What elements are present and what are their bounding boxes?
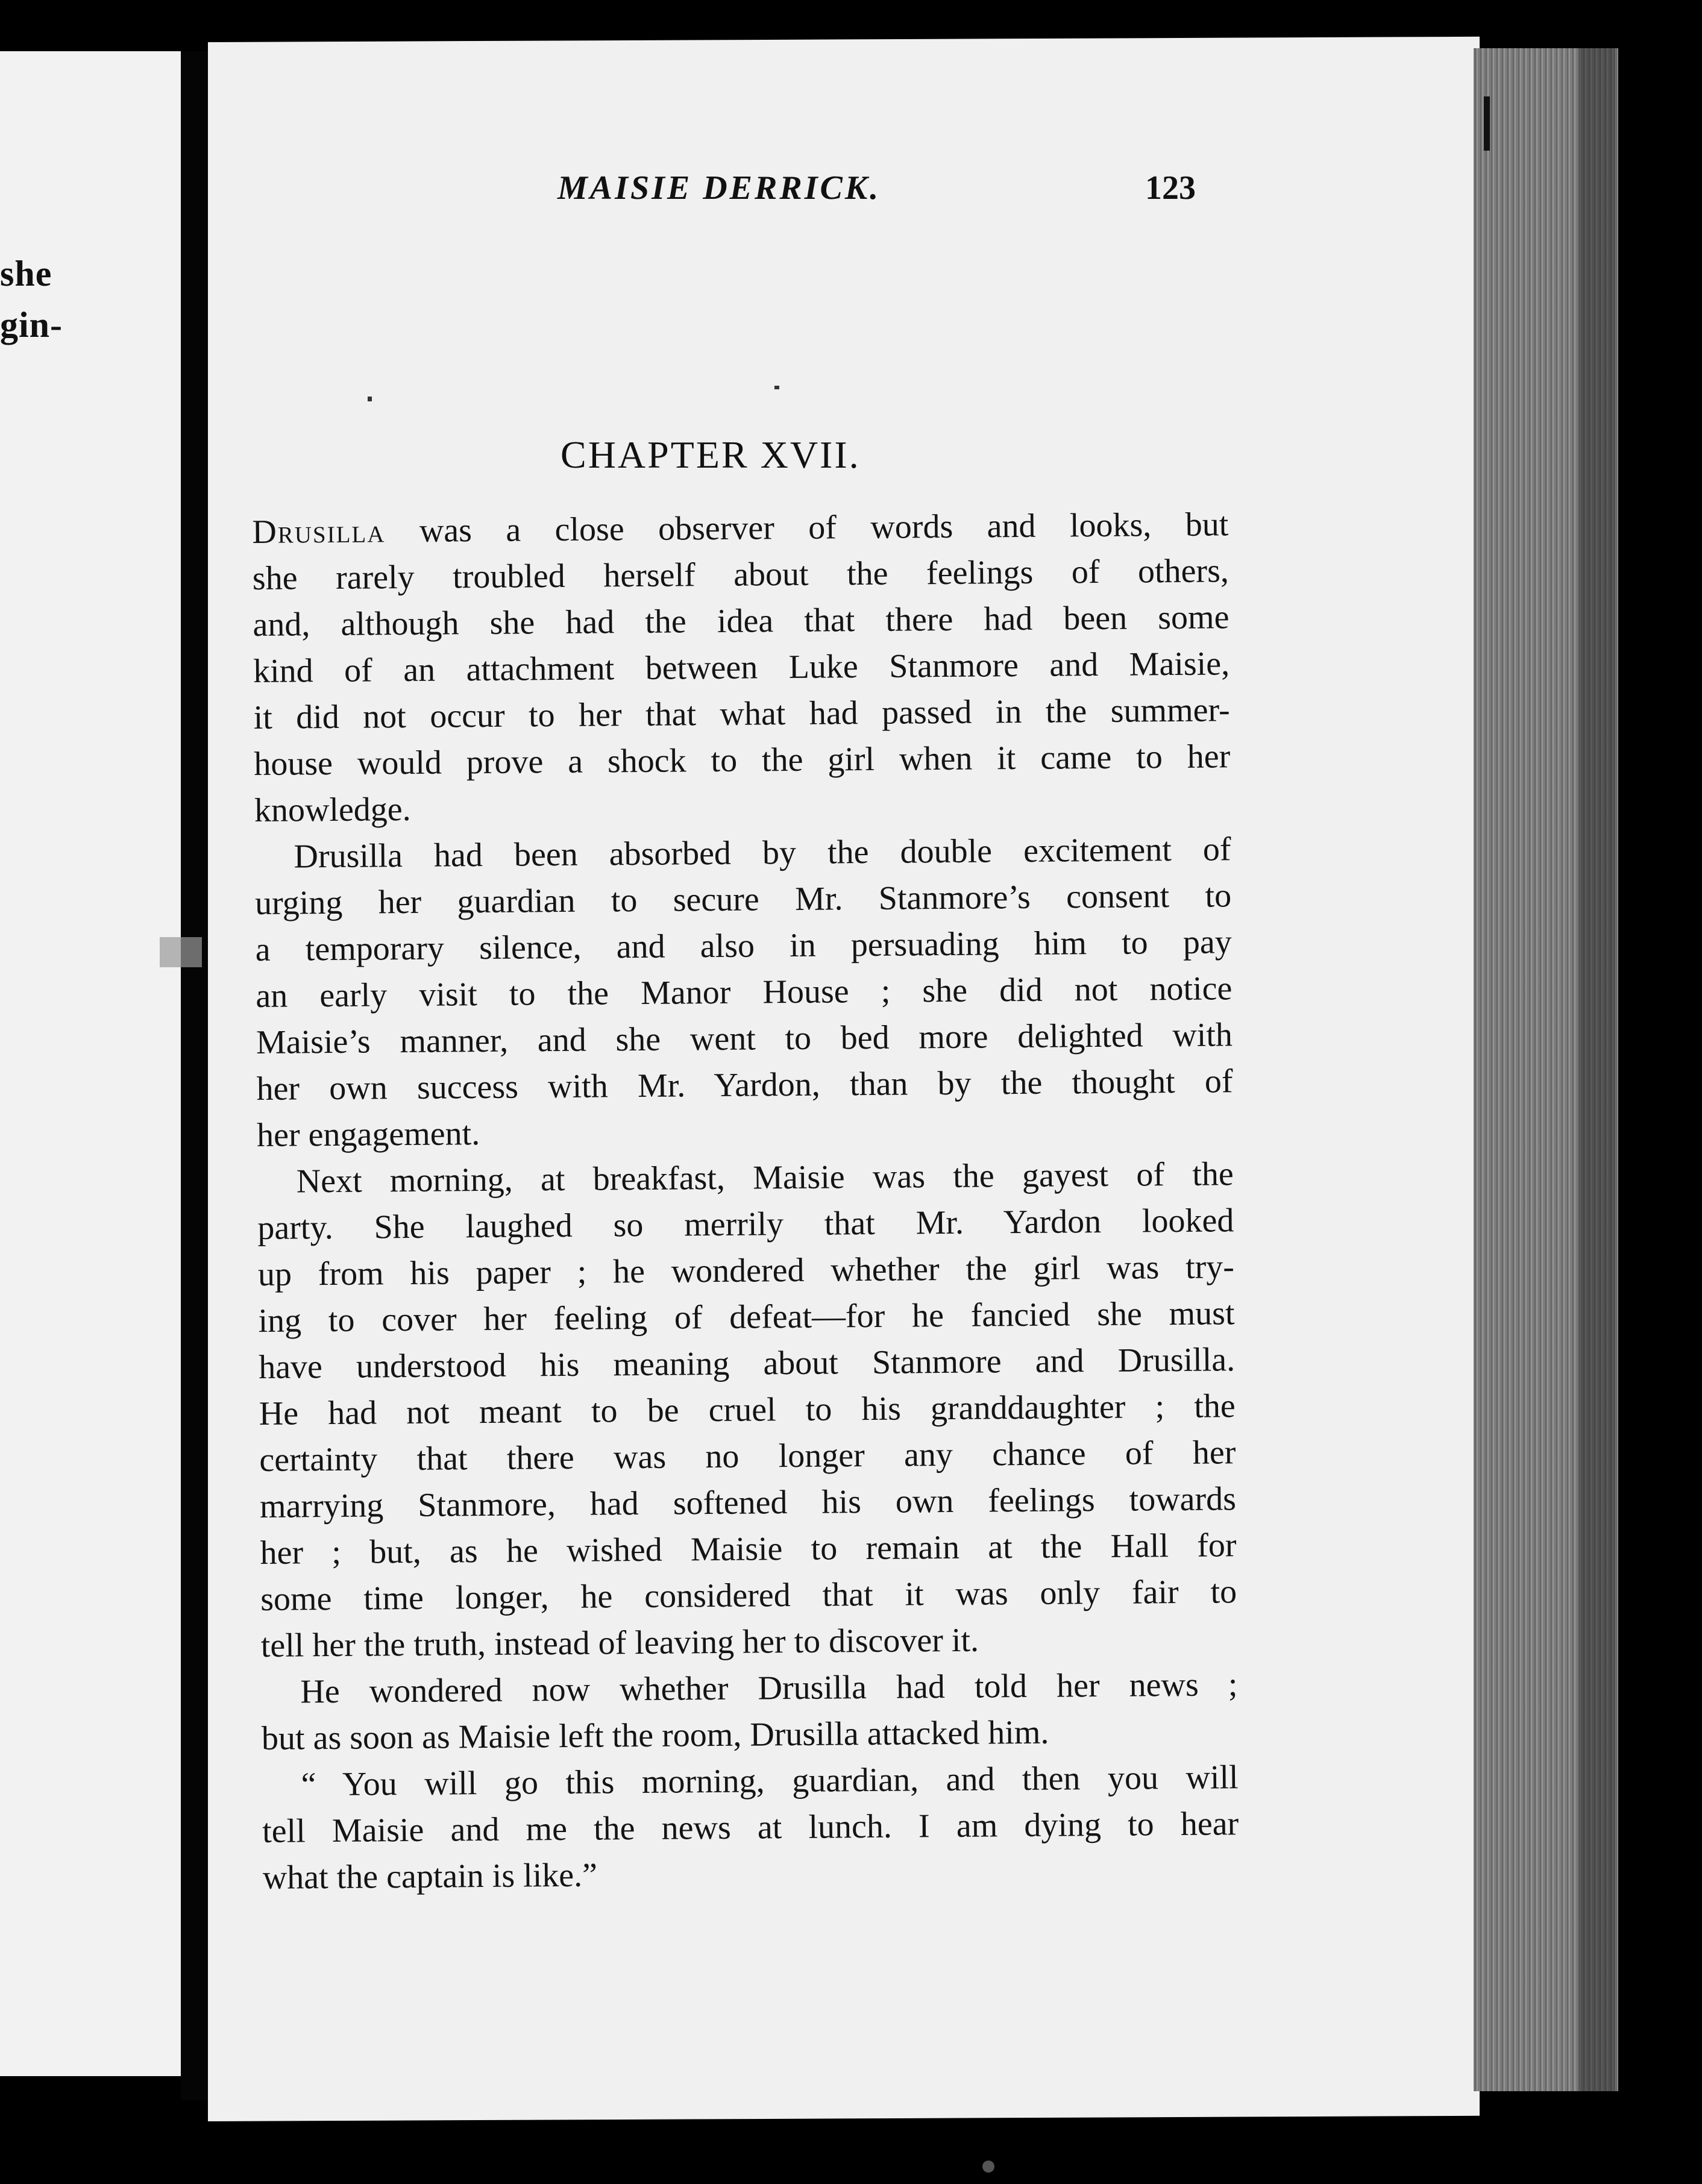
scan-speck [774,386,779,389]
facing-page-fragment: gin- [0,305,63,345]
text-line: “ You will go this morning, guardian, and then you will [301,1759,1239,1804]
text-line: and, although she had the idea that there had been some [253,598,1229,644]
text-line: Drusilla was a close observer of words and looks, but [252,506,1229,551]
page-number: 123 [1145,169,1196,207]
facing-page-fragment: she [0,254,52,293]
text-line: up from his paper ; he wondered whether the girl was try- [257,1248,1235,1293]
text-line: Maisie’s manner, and she went to bed more delighted with [256,1016,1233,1061]
text-line: a temporary silence, and also in persuading him to pay [255,923,1232,968]
text-line: He wondered now whether Drusilla had told her news ; [300,1666,1238,1711]
text-line: Drusilla had been absorbed by the double excitement of [294,830,1231,876]
text-line: an early visit to the Manor House ; she did not notice [256,970,1233,1015]
body-text [252,501,1239,1901]
text-line: but as soon as Maisie left the room, Drusilla attacked him. [261,1713,1049,1757]
text-line: some time longer, he considered that it was only fair to [260,1573,1237,1618]
text-line: her own success with Mr. Yardon, than by the thought of [256,1062,1233,1108]
text-line: her engagement. [256,1115,480,1154]
text-line: urging her guardian to secure Mr. Stanmore’s consent to [254,877,1232,922]
text-line: party. She laughed so merrily that Mr. Yardon looked [257,1202,1234,1247]
text-line: house would prove a shock to the girl when it came to her [254,738,1231,783]
scan-speck [982,2160,994,2173]
text-line: Next morning, at breakfast, Maisie was the gayest of the [296,1155,1234,1200]
text-line: He had not meant to be cruel to his granddaughter ; the [259,1387,1236,1432]
text-line: have understood his meaning about Stanmore and Drusilla. [258,1341,1236,1386]
binding-mark [160,937,202,967]
text-line: what the captain is like.” [262,1856,598,1897]
opening-word: Drusilla [252,512,386,551]
text-line: marrying Stanmore, had softened his own feelings towards [259,1480,1237,1525]
text-line: kind of an attachment between Luke Stanmore and Maisie, [253,645,1230,690]
page-block-shadow [1579,48,1615,2091]
text-line: it did not occur to her that what had passed in the summer- [253,691,1230,736]
text-line: tell her the truth, instead of leaving her to discover it. [260,1621,979,1665]
scan-speck [1484,96,1490,151]
text-line: she rarely troubled herself about the feelings of others, [252,552,1229,597]
chapter-heading: CHAPTER XVII. [561,433,861,476]
scan-speck [368,397,372,401]
book-gutter [181,51,208,2100]
text-line: ing to cover her feeling of defeat—for he fancied she must [258,1294,1235,1340]
facing-page [0,51,181,2076]
text-line: her ; but, as he wished Maisie to remain at the Hall for [260,1527,1237,1572]
text-line: certainty that there was no longer any chance of her [259,1434,1236,1479]
text-line: knowledge. [254,790,411,829]
text-line: tell Maisie and me the news at lunch. I am dying to hear [262,1805,1239,1850]
running-title: MAISIE DERRICK. [557,169,881,207]
